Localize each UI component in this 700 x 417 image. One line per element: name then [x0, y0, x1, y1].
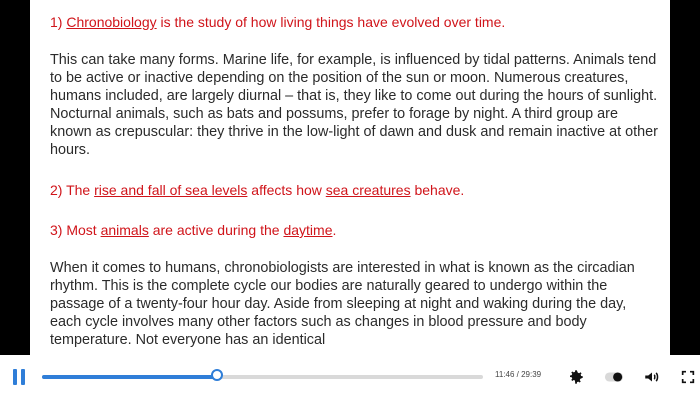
- question-1-suffix: is the study of how living things have evolved over time.: [156, 14, 506, 30]
- time-separator: /: [514, 370, 522, 379]
- question-2-term-2: sea creatures: [325, 182, 411, 198]
- gear-icon[interactable]: [566, 367, 586, 387]
- gear-icon-svg: [567, 368, 585, 386]
- spacer: [50, 159, 660, 181]
- fullscreen-icon[interactable]: [678, 367, 698, 387]
- pause-icon-bar-left: [13, 369, 17, 385]
- toggle-icon-svg: [604, 370, 624, 384]
- player-controls: [0, 355, 700, 417]
- fullscreen-icon-svg: [680, 369, 696, 385]
- volume-icon-svg: [642, 368, 662, 386]
- question-3-term-1: animals: [100, 222, 149, 238]
- question-3-prefix: 3) Most: [50, 222, 101, 238]
- seek-handle[interactable]: [211, 369, 223, 381]
- toggle-icon[interactable]: [604, 367, 624, 387]
- spacer: [50, 199, 660, 221]
- seek-bar[interactable]: [42, 375, 483, 379]
- duration: 29:39: [521, 370, 542, 379]
- question-2-middle: affects how: [247, 182, 326, 198]
- pause-icon-bar-right: [21, 369, 25, 385]
- question-2: [50, 181, 660, 199]
- question-2-prefix: 2) The: [50, 182, 95, 198]
- video-viewport: [30, 0, 670, 355]
- volume-icon[interactable]: [642, 367, 662, 387]
- question-1-term: Chronobiology: [66, 14, 157, 30]
- question-3-suffix: .: [332, 222, 337, 238]
- question-1-prefix: 1): [50, 14, 67, 30]
- seek-progress: [42, 375, 217, 379]
- question-3: [50, 221, 660, 239]
- question-1: [50, 13, 660, 31]
- time-readout: [495, 370, 541, 379]
- question-2-term-1: rise and fall of sea levels: [94, 182, 248, 198]
- paragraph-1: This can take many forms. Marine life, for example, is influenced by tidal patterns. Animals tend to be active or inactive depending on the position of the sun or moon. Numerous creatures, humans included, are largely diurnal – that is, they like to come out during the hours of sunlight. Nocturnal animals, such as bats and possums, prefer to forage by night. A third group are known as crepuscular: they thrive in the low-light of dawn and dusk and remain inactive at other hours.: [50, 52, 658, 158]
- current-time: 11:46: [495, 370, 515, 379]
- play-pause-button[interactable]: [10, 368, 28, 386]
- question-3-term-2: daytime: [283, 222, 333, 238]
- lesson-content: [50, 13, 660, 349]
- question-3-middle: are active during the: [148, 222, 284, 238]
- spacer: [50, 31, 660, 51]
- question-2-suffix: behave.: [410, 182, 465, 198]
- paragraph-2: When it comes to humans, chronobiologists are interested in what is known as the circadian rhythm. This is the complete cycle our bodies are naturally geared to undergo within the passage of a twenty-four hour day. Aside from sleeping at night and waking during the day, each cycle involves many other factors such as changes in blood pressure and body temperature. Not everyone has an identical: [50, 260, 635, 348]
- spacer: [50, 239, 660, 259]
